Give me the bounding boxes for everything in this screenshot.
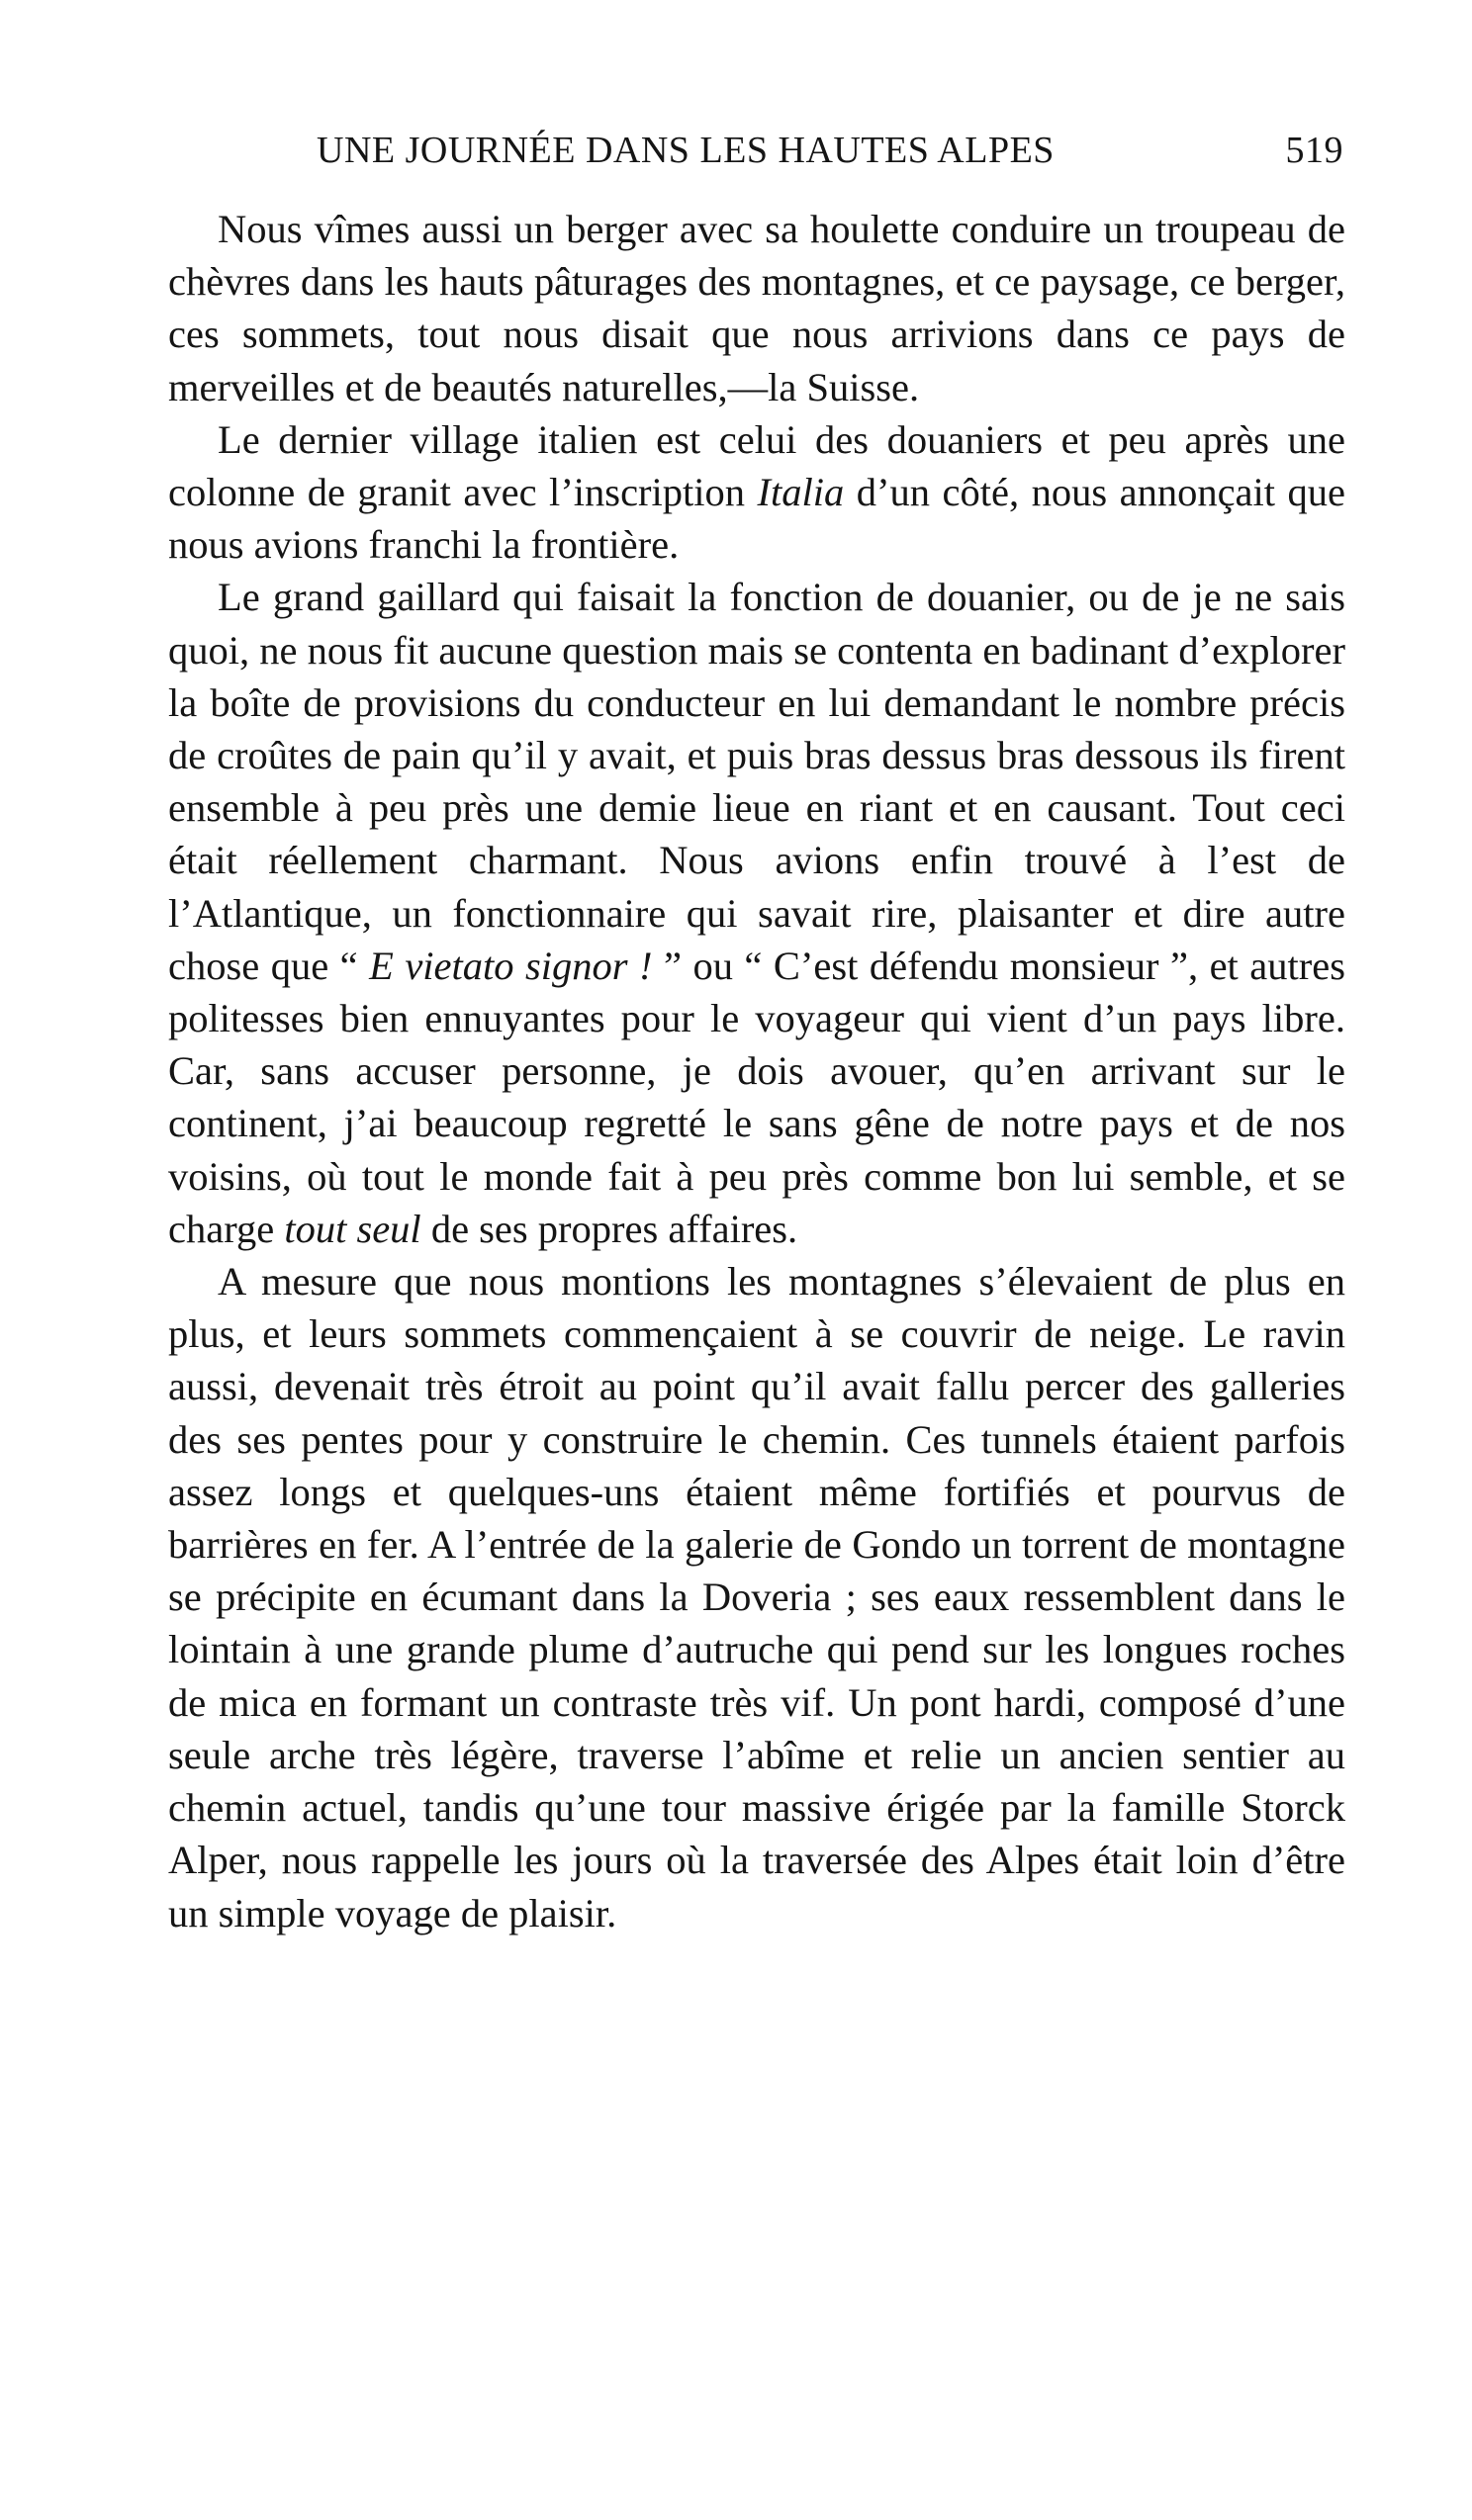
text-run: de ses propres affaires.: [420, 1206, 798, 1251]
body-text: [168, 203, 1345, 1939]
text-run: Le dernier village italien est celui des douaniers et peu après une colonne de granit avec l’inscription: [168, 416, 1345, 515]
running-title: UNE JOURNÉE DANS LES HAUTES ALPES: [317, 130, 1055, 171]
text-run: Nous vîmes aussi un berger avec sa houlette conduire un troupeau de chèvres dans les hauts pâturages des montagnes, et ce paysage, ce berger, ces sommets, tout nous disait que nous arrivions dans ce pays de merveilles et de beautés naturelles,—la Suisse.: [168, 207, 1345, 409]
text-run: ” ou “ C’est défendu monsieur ”, et autres politesses bien ennuyantes pour le voyageur qui vient d’un pays libre. Car, sans accuser personne, je dois avouer, qu’en arrivant sur le continent, j’ai beaucoup regretté le sans gêne de notre pays et de nos voisins, où tout le monde fait à peu près comme bon lui semble, et se charge: [168, 943, 1345, 1251]
text-run: d’un côté, nous annonçait que nous avions franchi la frontière.: [168, 470, 1345, 568]
paragraph-4: [168, 1255, 1345, 1939]
page-number: 519: [1285, 130, 1343, 171]
page-header: [168, 129, 1343, 188]
italic-run: Italia: [757, 470, 845, 515]
paragraph-2: [168, 413, 1345, 572]
italic-run: tout seul: [284, 1206, 421, 1251]
text-run: Le grand gaillard qui faisait la fonction de douanier, ou de je ne sais quoi, ne nous fit aucune question mais se contenta en badinant d’explorer la boîte de provisions du conducteur en lui demandant le nombre précis de croûtes de pain qu’il y avait, et puis bras dessus bras dessous ils firent ensemble à peu près une demie lieue en riant et en causant. Tout ceci était réellement charmant. Nous avions enfin trouvé à l’est de l’Atlantique, un fonctionnaire qui savait rire, plaisanter et dire autre chose que “: [168, 575, 1345, 988]
paragraph-1: [168, 203, 1345, 413]
italic-run: E vietato signor !: [369, 943, 653, 988]
paragraph-3: [168, 571, 1345, 1255]
text-run: A mesure que nous montions les montagnes s’élevaient de plus en plus, et leurs sommets commençaient à se couvrir de neige. Le ravin aussi, devenait très étroit au point qu’il avait fallu percer des galleries des ses pentes pour y construire le chemin. Ces tunnels étaient parfois assez longs et quelques-uns étaient même fortifiés et pourvus de barrières en fer. A l’entrée de la galerie de Gondo un torrent de montagne se précipite en écumant dans la Doveria ; ses eaux ressemblent dans le lointain à une grande plume d’autruche qui pend sur les longues roches de mica en formant un contraste très vif. Un pont hardi, composé d’une seule arche très légère, traverse l’abîme et relie un ancien sentier au chemin actuel, tandis qu’une tour massive érigée par la famille Storck Alper, nous rappelle les jours où la traversée des Alpes était loin d’être un simple voyage de plaisir.: [168, 1259, 1345, 1935]
